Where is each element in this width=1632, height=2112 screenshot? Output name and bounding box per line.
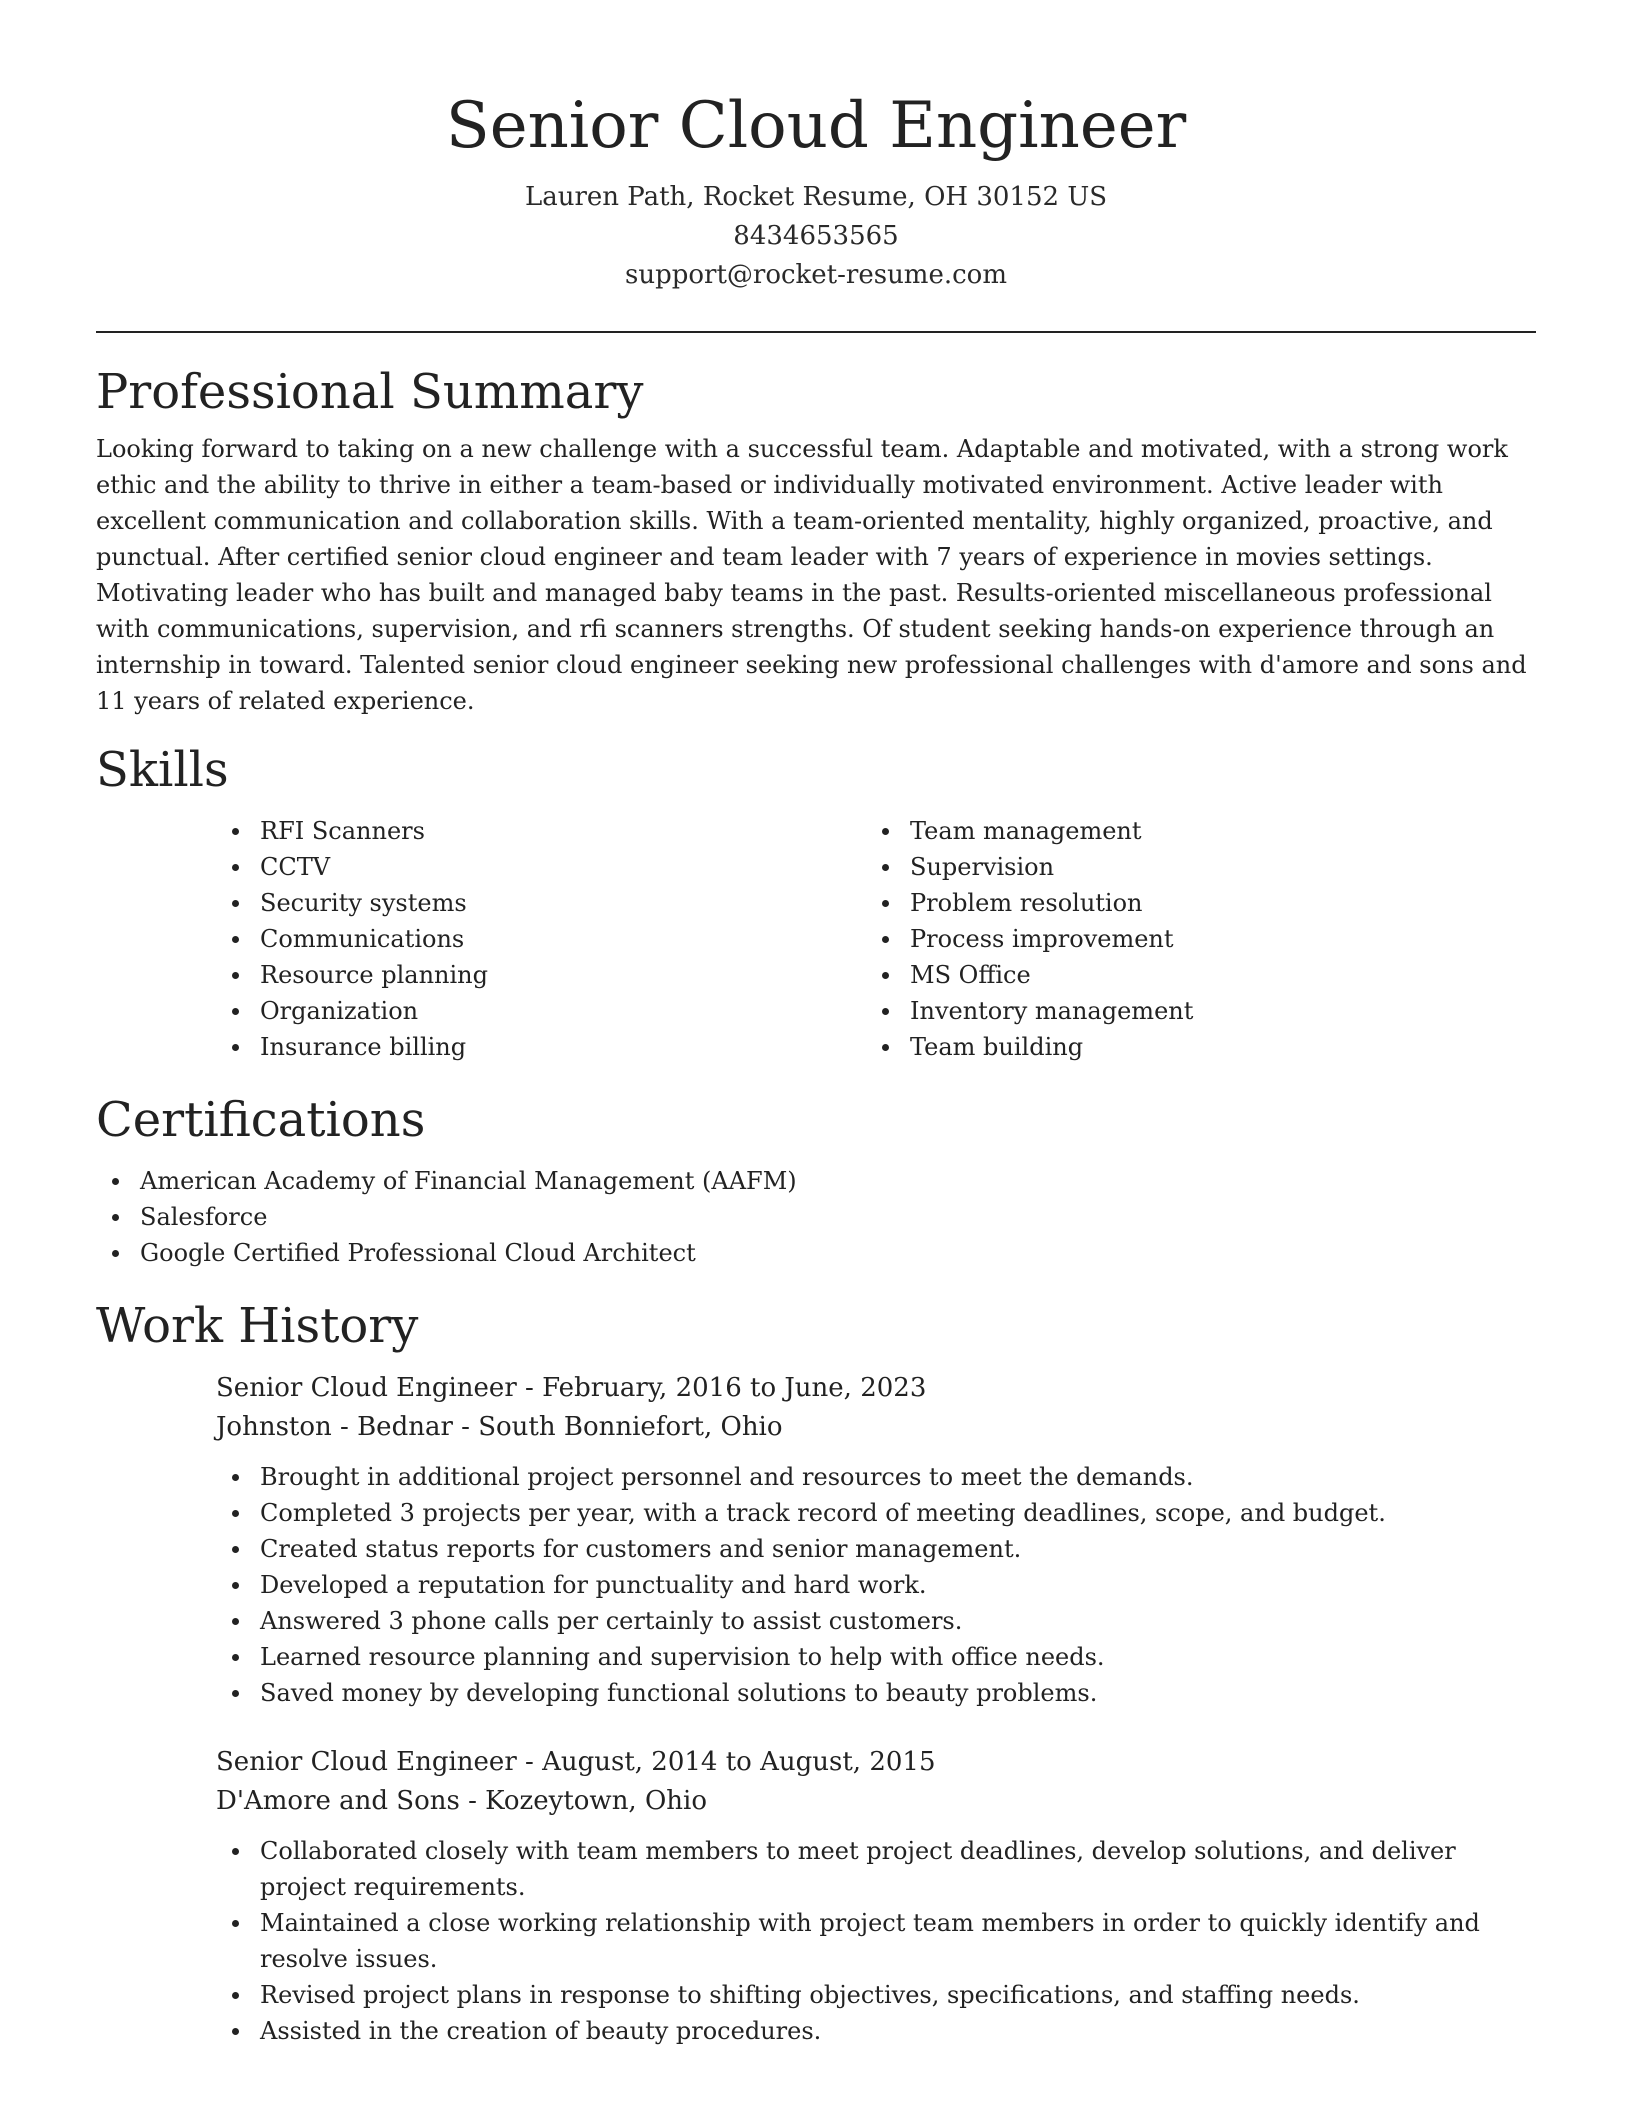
contact-email: support@rocket-resume.com	[624, 260, 1007, 290]
skills-heading: Skills	[96, 742, 229, 798]
skill-item: Security systems	[216, 885, 866, 921]
certifications-section	[96, 1089, 1536, 1271]
job-bullet: Saved money by developing functional solutions to beauty problems.	[216, 1675, 1536, 1711]
job-title-line: Senior Cloud Engineer - August, 2014 to August, 2015	[216, 1747, 936, 1777]
certifications-heading: Certifications	[96, 1092, 426, 1148]
job-title-line: Senior Cloud Engineer - February, 2016 to June, 2023	[216, 1373, 927, 1403]
job-entry	[216, 1369, 1536, 1711]
skill-item: Supervision	[866, 849, 1516, 885]
job-bullet: Revised project plans in response to shifting objectives, specifications, and staffing needs.	[216, 1977, 1536, 2013]
skill-item: Inventory management	[866, 993, 1516, 1029]
resume-header	[96, 0, 1536, 295]
certification-item: Salesforce	[96, 1199, 1536, 1235]
header-divider	[96, 331, 1536, 333]
contact-block	[96, 178, 1536, 295]
skill-item: Team management	[866, 813, 1516, 849]
skill-item: MS Office	[866, 957, 1516, 993]
job-bullet: Developed a reputation for punctuality and hard work.	[216, 1567, 1536, 1603]
job-bullets	[216, 1459, 1536, 1711]
job-bullets	[216, 1833, 1536, 2049]
skill-item: Communications	[216, 921, 866, 957]
job-bullet: Created status reports for customers and senior management.	[216, 1531, 1536, 1567]
resume-page	[96, 0, 1536, 2049]
certification-item: Google Certified Professional Cloud Architect	[96, 1235, 1536, 1271]
job-company-line: Johnston - Bednar - South Bonniefort, Ohio	[216, 1412, 783, 1442]
skill-item: CCTV	[216, 849, 866, 885]
job-bullet: Completed 3 projects per year, with a track record of meeting deadlines, scope, and budget.	[216, 1495, 1536, 1531]
job-bullet: Collaborated closely with team members to meet project deadlines, develop solutions, and deliver project requirements.	[216, 1833, 1536, 1905]
resume-name: Senior Cloud Engineer	[445, 89, 1187, 163]
summary-heading: Professional Summary	[96, 364, 644, 420]
contact-address: Lauren Path, Rocket Resume, OH 30152 US	[524, 182, 1108, 212]
skill-item: Problem resolution	[866, 885, 1516, 921]
contact-phone: 8434653565	[733, 221, 899, 251]
skill-item: Process improvement	[866, 921, 1516, 957]
skill-item: Insurance billing	[216, 1029, 866, 1065]
job-bullet: Assisted in the creation of beauty procedures.	[216, 2013, 1536, 2049]
skills-grid	[216, 813, 1536, 1065]
job-bullet: Answered 3 phone calls per certainly to assist customers.	[216, 1603, 1536, 1639]
skill-item: Resource planning	[216, 957, 866, 993]
skill-item: Organization	[216, 993, 866, 1029]
certification-item: American Academy of Financial Management (AAFM)	[96, 1163, 1536, 1199]
skill-item: RFI Scanners	[216, 813, 866, 849]
work-section	[96, 1295, 1536, 2049]
skills-section	[96, 739, 1536, 1065]
skill-item: Team building	[866, 1029, 1516, 1065]
job-bullet: Brought in additional project personnel and resources to meet the demands.	[216, 1459, 1536, 1495]
work-heading: Work History	[96, 1298, 419, 1354]
job-bullet: Learned resource planning and supervision to help with office needs.	[216, 1639, 1536, 1675]
skills-column-left	[216, 813, 866, 1065]
job-bullet: Maintained a close working relationship with project team members in order to quickly identify and resolve issues.	[216, 1905, 1536, 1977]
skills-column-right	[866, 813, 1516, 1065]
certifications-list	[96, 1163, 1536, 1271]
summary-text: Looking forward to taking on a new challenge with a successful team. Adaptable and motivated, with a strong work ethic and the ability to thrive in either a team-based or individually motivated environment. Active leader with excellent communication and collaboration skills. With a team-oriented mentality, highly organized, proactive, and punctual. After certified senior cloud engineer and team leader with 7 years of experience in movies settings. Motivating leader who has built and managed baby teams in the past. Results-oriented miscellaneous professional with communications, supervision, and rfi scanners strengths. Of student seeking hands-on experience through an internship in toward. Talented senior cloud engineer seeking new professional challenges with d'amore and sons and 11 years of related experience.	[96, 435, 1527, 715]
job-company-line: D'Amore and Sons - Kozeytown, Ohio	[216, 1786, 707, 1816]
job-entry	[216, 1743, 1536, 2049]
summary-section	[96, 361, 1536, 719]
